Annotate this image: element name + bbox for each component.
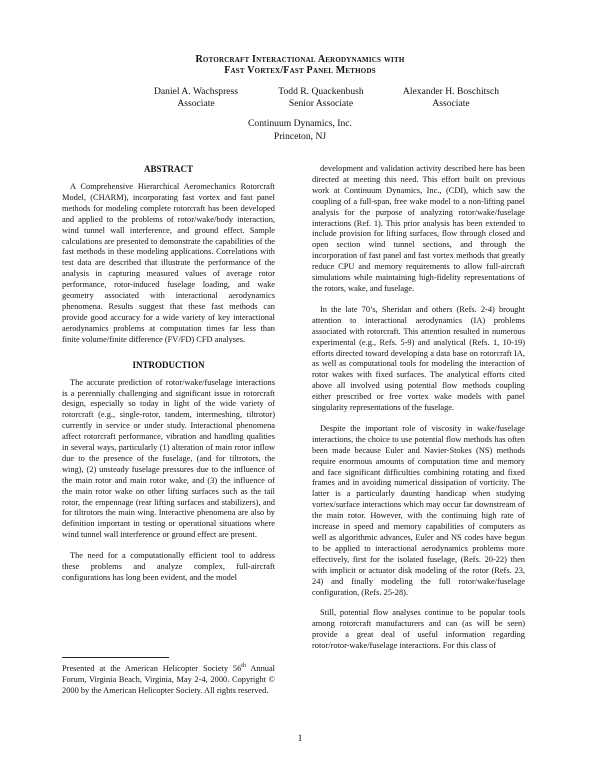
author-role: Associate (177, 98, 215, 109)
footnote-superscript: th (241, 663, 246, 669)
author-role: Senior Associate (288, 98, 354, 109)
footnote-suffix: Annual Forum, Virginia Beach, Virginia, May 2-4, 2000. Copyright © 2000 by the American Helicopter Society. All rights reserved. (62, 663, 275, 695)
right-paragraph-4: Still, potential flow analyses continue to be popular tools among rotorcraft manufacturers and can (as will be seen) provide a great deal of useful information regarding rotor/rotor-wake/fuselage interactions. For this class of (312, 608, 525, 651)
affiliation-org: Continuum Dynamics, Inc. (248, 118, 352, 129)
title-line-2: Fast Vortex/Fast Panel Methods (224, 65, 376, 76)
left-column (62, 164, 275, 584)
footnote (62, 661, 275, 697)
intro-paragraph-1: The accurate prediction of rotor/wake/fuselage interactions is a perennially challenging and significant issue in rotorcraft design, especially so today in light of the wide variety of rotorcraft (e.g., single-rotor, tandem, intermeshing, tiltrotor) currently in service or under study. Interactional phenomena affect rotorcraft performance, vibration and handling qualities in several ways, particularly (1) alteration of main rotor inflow due to the presence of the fuselage, (and for tiltrotors, the wing), (2) unsteady fuselage pressures due to the influence of the main rotor and main rotor wake, and (3) the influence of the main rotor wake on other lifting surfaces such as the tail rotor, the empennage (rear lifting surfaces and stabilizers), and for tiltrotors the main wing. Interactive phenomena are also by definition important in testing or operational situations where wind tunnel wall interference or ground effect are present. (62, 377, 275, 540)
affiliation (0, 118, 600, 143)
author-2 (246, 86, 396, 110)
author-3 (376, 86, 526, 110)
abstract-text: A Comprehensive Hierarchical Aeromechanics Rotorcraft Model, (CHARM), incorporating fast vortex and fast panel methods for modeling complete rotorcraft has been developed and applied to the problems of rotor/wake/body interaction, wind tunnel wall interference, and ground effect. Sample calculations are presented to demonstrate the capabilities of the fast methods in these modeling applications. Correlations with test data are described that illustrate the performance of the analysis in capturing measured values of average rotor performance, rotor-induced fuselage loading, and wake geometry associated with interactional aerodynamics phenomena. Results suggest that these fast methods can provide good accuracy for a wide variety of key interactional aerodynamics problems at computation times far less than finite volume/finite difference (FV/FD) CFD analyses. (62, 182, 275, 344)
footnote-prefix: Presented at the American Helicopter Society 56 (62, 663, 242, 673)
right-paragraph-1: development and validation activity described here has been directed at meeting this need. This effort built on previous work at Continuum Dynamics, Inc., (CDI), which saw the coupling of a full-span, free wake model to a non-lifting panel analysis for the purpose of analyzing rotor/wake/fuselage interactions (Ref. 1). This prior analysis has been extended to include provision for lifting surfaces, flow through closed and open section wind tunnel sections, and through the incorporation of fast panel and fast vortex methods that greatly reduce CPU and memory requirements to allow full-aircraft simulations while maintaining high-fidelity representations of the rotors, wake, and fuselage. (312, 164, 525, 293)
author-name: Daniel A. Wachspress (153, 86, 239, 97)
page-number: 1 (297, 733, 303, 744)
title-line-1: Rotorcraft Interactional Aerodynamics with (195, 54, 405, 65)
intro-paragraph-2: The need for a computationally efficient tool to address these problems and analyze complex, full-aircraft configurations has long been evident, and the model (62, 551, 275, 582)
author-block (0, 86, 600, 112)
author-name: Alexander H. Boschitsch (402, 86, 500, 97)
right-paragraph-2: In the late 70’s, Sheridan and others (Refs. 2-4) brought attention to interactional aerodynamics (IA) problems associated with rotorcraft. This attention resulted in numerous experimental (e.g., Refs. 5-9) and analytical (Refs. 1, 10-19) efforts directed toward developing a data base on rotorcraft IA, as well as computational tools for modeling the interaction of rotor wakes with fixed surfaces. The analytical efforts cited above all involved using potential flow methods coupling either prescribed or free vortex wake models with panel singularity representations of the fuselage. (312, 304, 525, 413)
author-role: Associate (432, 98, 470, 109)
footnote-divider (62, 657, 169, 658)
abstract-heading: ABSTRACT (143, 164, 193, 174)
right-paragraph-3: Despite the important role of viscosity in wake/fuselage interactions, the choice to use potential flow methods has often been made because Euler and Navier-Stokes (NS) methods require enormous amounts of computation time and memory and face significant difficulties combining rotating and fixed frames and in avoiding numerical dissipation of vorticity. The latter is a particularly daunting handicap when studying vortex/surface interactions which may occur far downstream of the main rotor. However, with the continuing high rate of increase in speed and memory capabilities of computers as well as algorithmic advances, Euler and NS codes have begun to be applied to interactional aerodynamics problems more effectively, first for the isolated fuselage, (Refs. 20-22) then with implicit or actuator disk modeling of the rotor (Refs. 23, 24) and finally modeling the full rotor/wake/fuselage configuration, (Refs. 25-28). (312, 423, 525, 597)
right-column (312, 164, 525, 652)
affiliation-location: Princeton, NJ (273, 130, 327, 142)
author-name: Todd R. Quackenbush (278, 86, 364, 97)
paper-title (0, 54, 600, 76)
introduction-heading: INTRODUCTION (132, 359, 205, 370)
